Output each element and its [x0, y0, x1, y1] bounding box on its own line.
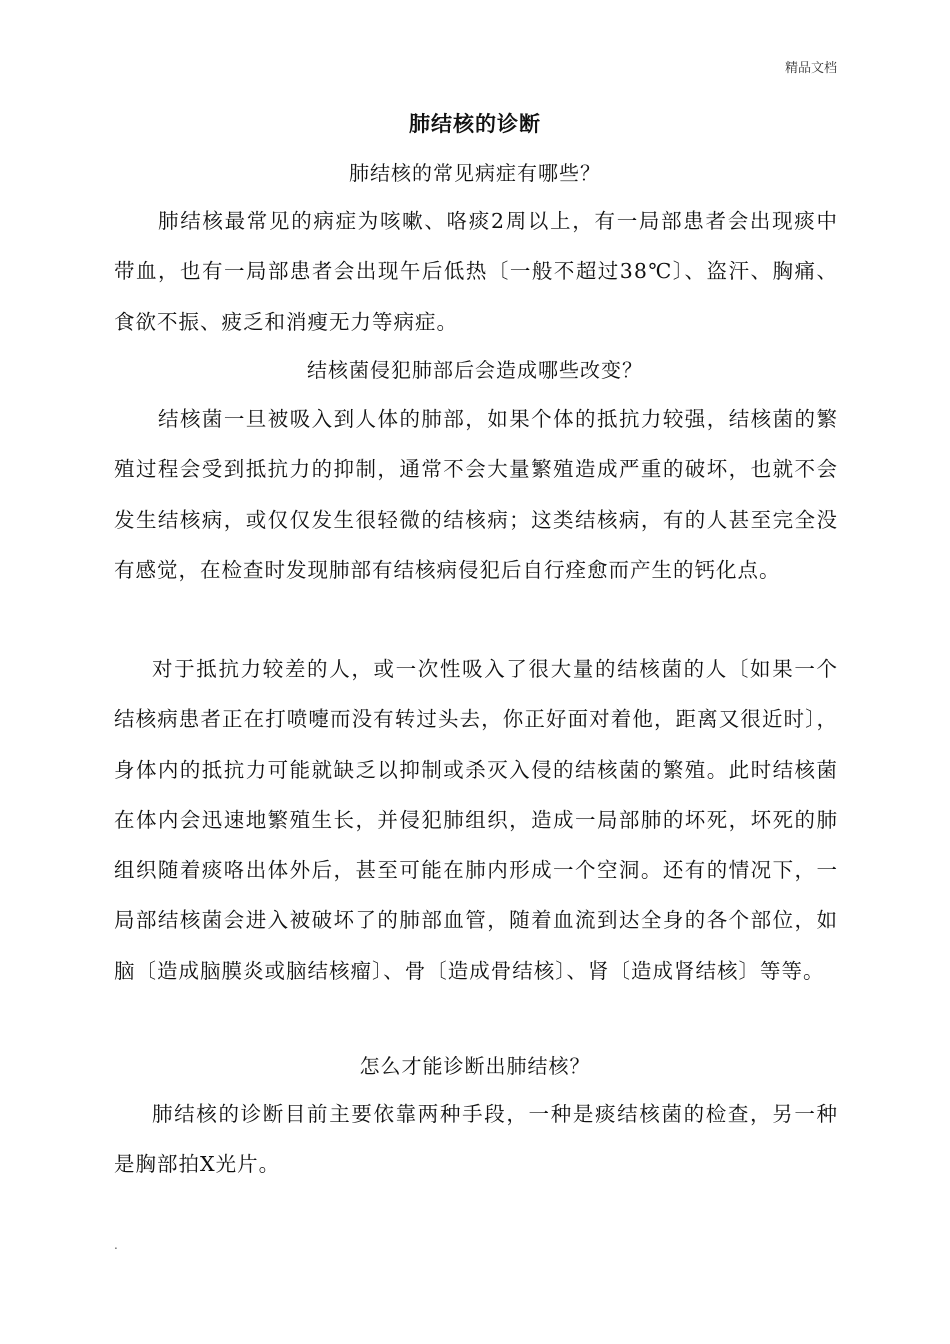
paragraph-changes-2: 对于抵抗力较差的人，或一次性吸入了很大量的结核菌的人〔如果一个结核病患者正在打喷嚏而没有转过头去，你正好面对着他，距离又很近时〕，身体内的抵抗力可能就缺乏以抑制或杀灭入侵的结核菌的繁殖。此时结核菌在体内会迅速地繁殖生长，并侵犯肺组织，造成一局部肺的坏死，坏死的肺组织随着痰咯出体外后，甚至可能在肺内形成一个空洞。还有的情况下，一局部结核菌会进入被破坏了的肺部血管，随着血流到达全身的各个部位，如脑〔造成脑膜炎或脑结核瘤〕、骨〔造成骨结核〕、肾〔造成肾结核〕等等。 [114, 657, 838, 983]
page-title: 肺结核的诊断 [409, 112, 541, 136]
paragraph-changes-1: 结核菌一旦被吸入到人体的肺部，如果个体的抵抗力较强，结核菌的繁殖过程会受到抵抗力的抑制，通常不会大量繁殖造成严重的破坏，也就不会发生结核病，或仅仅发生很轻微的结核病；这类结核病，有的人甚至完全没有感觉，在检查时发现肺部有结核病侵犯后自行痊愈而产生的钙化点。 [114, 407, 838, 582]
section-heading-diagnosis: 怎么才能诊断出肺结核？ [359, 1054, 591, 1078]
footer-mark: . [114, 1238, 118, 1252]
section-heading-symptoms: 肺结核的常见病症有哪些？ [349, 161, 601, 185]
paragraph-diagnosis: 肺结核的诊断目前主要依靠两种手段，一种是痰结核菌的检查，另一种是胸部拍X光片。 [114, 1102, 838, 1177]
section-heading-changes: 结核菌侵犯肺部后会造成哪些改变？ [307, 358, 643, 382]
header-tag: 精品文档 [784, 61, 837, 76]
paragraph-symptoms: 肺结核最常见的病症为咳嗽、咯痰2周以上，有一局部患者会出现痰中带血，也有一局部患者会出现午后低热〔一般不超过38℃〕、盗汗、胸痛、食欲不振、疲乏和消瘦无力等病症。 [114, 209, 838, 334]
